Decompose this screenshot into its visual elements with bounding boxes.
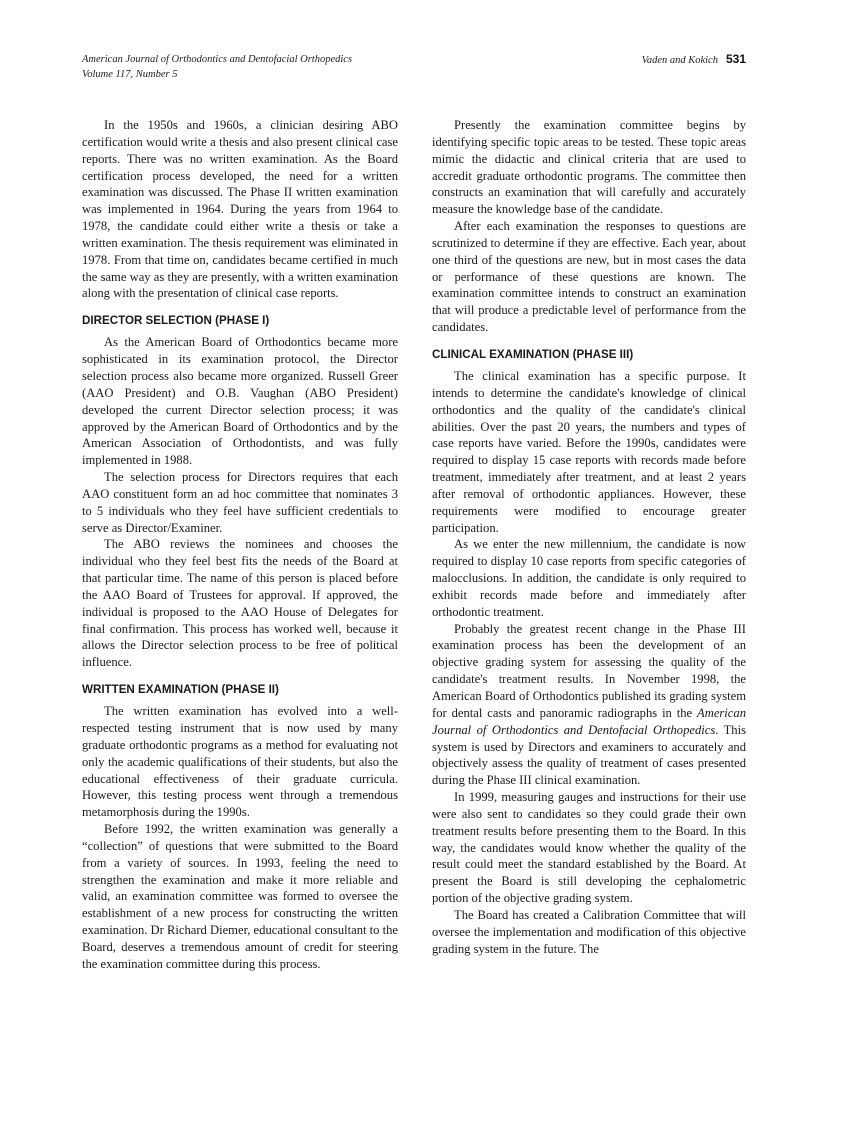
paragraph-director-approval: The ABO reviews the nominees and chooses the individual who they feel best fits the needs of the Board at that particular time. The name of this person is placed before the AAO Board of Trustees for approval. If approved, the individual is proposed to the AAO House of Delegates for final confirmation. This process has worked well, because it allows the Director selection process to be free of political influence. [82,537,398,670]
paragraph-calibration-committee: The Board has created a Calibration Committee that will oversee the implementation and modification of this objective grading system in the future. The [432,907,746,956]
left-column [82,117,398,973]
section-heading-written-examination: WRITTEN EXAMINATION (PHASE II) [82,683,279,697]
author-page-info [642,52,746,68]
paragraph-grading-system [432,621,746,789]
running-authors: Vaden and Kokich [641,55,718,66]
journal-citation: American Journal of Orthodontics and Dentofacial Orthopedics [432,705,746,737]
section-heading-clinical-examination: CLINICAL EXAMINATION (PHASE III) [432,347,634,361]
journal-volume: Volume 117, Number 5 [82,69,178,80]
paragraph-new-millennium: As we enter the new millennium, the candidate is now required to display 10 case reports from specific categories of malocclusions. In addition, the candidate is only required to exhibit records made before and immediately after orthodontic treatment. [432,537,746,619]
right-column [432,117,746,958]
paragraph-question-review: After each examination the responses to questions are scrutinized to determine if they are effective. Each year, about one third of the questions are new, but in most cases the data or performance of these questions are known. The examination committee intends to construct an examination that will produce a predictable level of performance from the candidates. [432,219,746,335]
journal-title: American Journal of Orthodontics and Dentofacial Orthopedics [82,54,353,65]
paragraph-measuring-gauges: In 1999, measuring gauges and instructions for their use were also sent to candidates so they could grade their own treatment results before presenting them to the Board. In this way, the candidates would know whether the quality of the result could meet the standard established by the Board. At present the Board is still developing the cephalometric portion of the objective grading system. [432,790,746,906]
paragraph-director-organization: As the American Board of Orthodontics became more sophisticated in its examination protocol, the Director selection process also became more organized. Russell Greer (AAO President) and O.B. Vaughan (ABO President) developed the current Director selection process; it was approved by the American Board of Orthodontics and by the American Association of Orthodontists, and was fully implemented in 1988. [82,335,398,468]
grading-text-end: . This system is used by Directors and examiners to accurately and objectively assess the quality of treatment of cases presented during the Phase III clinical examination. [432,722,746,788]
journal-info [82,52,352,82]
grading-text-start: Probably the greatest recent change in the Phase III examination process has been the development of an objective grading system for assessing the quality of the candidate's treatment results. In November 1998, the American Board of Orthodontics published its grading system for dental casts and panoramic radiographs in the [432,621,746,720]
paragraph-written-before-1992: Before 1992, the written examination was generally a “collection” of questions that were submitted to the Board from a variety of sources. In 1993, feeling the need to strengthen the examination and make it more reliable and valid, an examination committee was formed to oversee the establishment of a new process for constructing the written examination. Dr Richard Diemer, educational consultant to the Board, deserves a tremendous amount of credit for steering the examination committee during this process. [82,822,398,971]
paragraph-committee-process: Presently the examination committee begins by identifying specific topic areas to be tested. These topic areas mimic the didactic and clinical criteria that are used to accredit graduate orthodontic programs. The committee then constructs an examination that will carefully and accurately measure the knowledge base of the candidate. [432,118,746,217]
paragraph-written-evolution: The written examination has evolved into a well-respected testing instrument that is now used by many graduate orthodontic programs as a method for evaluating not only the academic qualifications of their students, but also the educational effectiveness of their graduate curricula. However, this testing process went through a tremendous metamorphosis during the 1990s. [82,704,398,820]
paragraph-director-nomination: The selection process for Directors requires that each AAO constituent form an ad hoc committee that nominates 3 to 5 individuals who they feel have sufficient credentials to serve as Director/Examiner. [82,470,398,535]
paragraph-history: In the 1950s and 1960s, a clinician desiring ABO certification would write a thesis and also present clinical case reports. There was no written examination. As the Board certification process developed, the need for a written examination was discussed. The Phase II written examination was implemented in 1964. During the years from 1964 to 1978, the candidate could either write a thesis or take a written examination. The thesis requirement was eliminated in 1978. From that time on, candidates became certified in much the same way as they are presently, with a written examination along with the presentation of clinical case reports. [82,118,398,301]
page-number: 531 [725,52,746,66]
section-heading-director-selection: DIRECTOR SELECTION (PHASE I) [82,314,270,328]
paragraph-clinical-purpose: The clinical examination has a specific purpose. It intends to determine the candidate's knowledge of clinical orthodontics and the quality of the candidate's clinical abilities. Over the past 20 years, the numbers and types of case reports have varied. Before the 1990s, candidates were required to display 15 case reports with records made before treatment, immediately after treatment, and at least 2 years after removal of orthodontic appliances. However, these requirements were modified to encourage greater participation. [432,368,746,535]
